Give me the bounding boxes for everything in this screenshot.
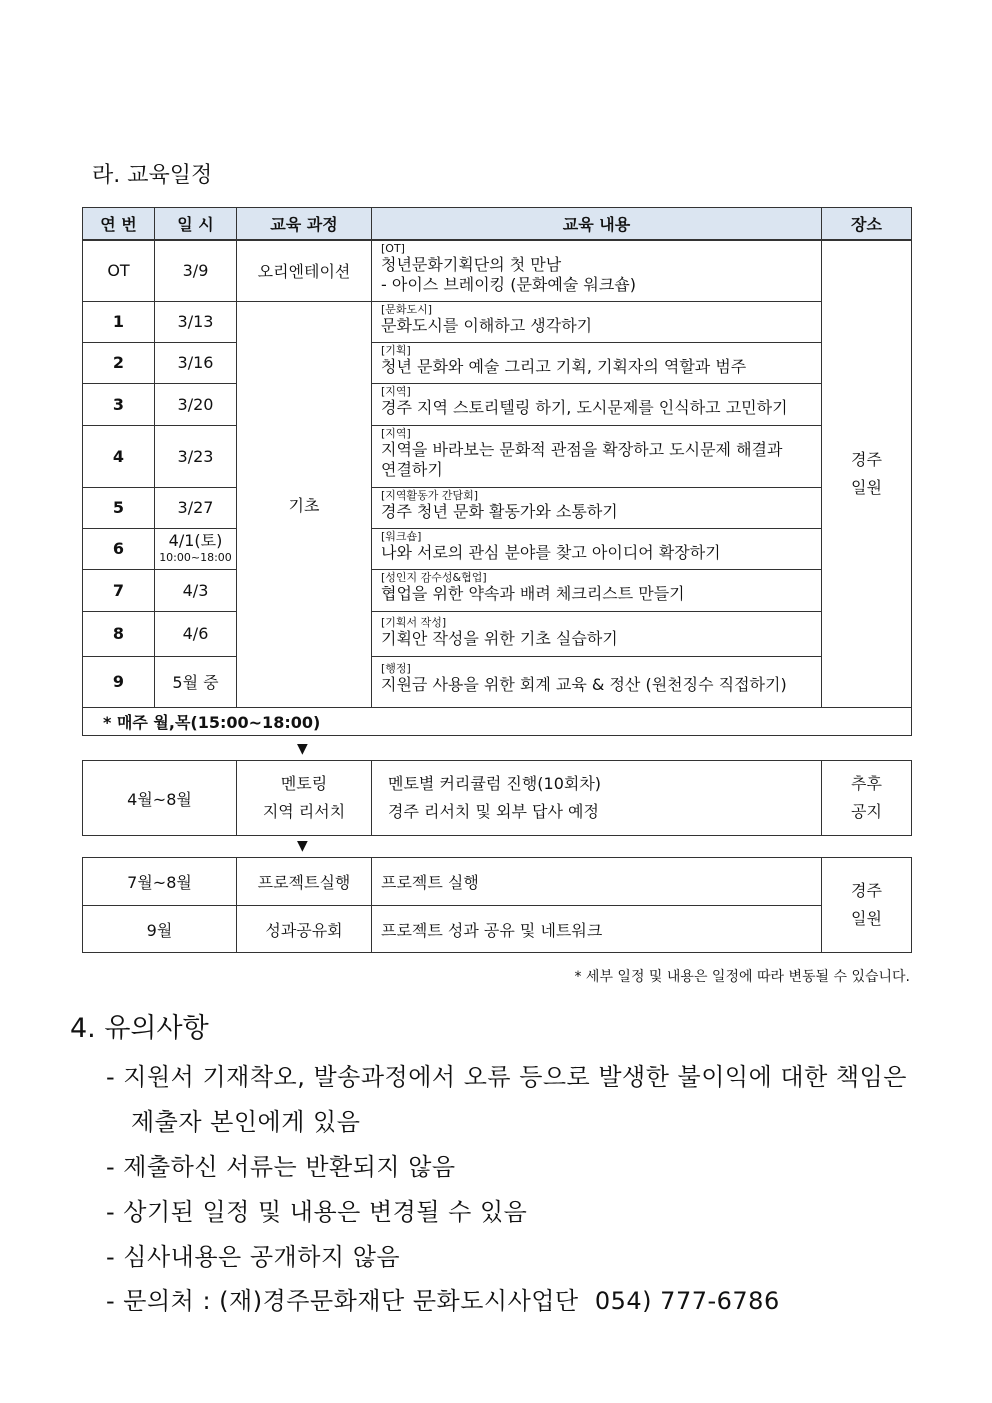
- row-no: 3: [83, 383, 155, 425]
- table-row: [83, 301, 912, 342]
- row-line: 청년 문화와 예술 그리고 기획, 기획자의 역할과 범주: [381, 356, 747, 376]
- row-no: 8: [83, 611, 155, 656]
- row-date-time: 10:00~18:00: [159, 550, 232, 564]
- project-place-line: 경주: [851, 881, 882, 900]
- mentoring-course-line: 멘토링: [280, 774, 328, 793]
- row-no: 4: [83, 425, 155, 487]
- row-tag: [기획서 작성]: [381, 615, 447, 629]
- place-line: 경주: [851, 449, 882, 469]
- table-row: [83, 858, 912, 906]
- row-content: [372, 611, 822, 656]
- place-line: 일원: [851, 477, 882, 497]
- table-row: [83, 487, 912, 528]
- table-row: [83, 425, 912, 487]
- project-date: 9월: [83, 906, 237, 953]
- project-content: 프로젝트 성과 공유 및 네트워크: [372, 906, 822, 953]
- row-date: 3/23: [155, 425, 237, 487]
- header-no: 연 번: [83, 208, 155, 241]
- mentoring-place-line: 추후: [851, 774, 882, 793]
- row-content: [372, 487, 822, 528]
- row-date: [155, 528, 237, 569]
- row-course: 오리엔테이션: [237, 240, 372, 301]
- row-line: 지역을 바라보는 문화적 관점을 확장하고 도시문제 해결과: [381, 439, 783, 459]
- mentoring-content: [372, 761, 822, 836]
- project-course: 프로젝트실행: [237, 858, 372, 906]
- notice-item: - 지원서 기재착오, 발송과정에서 오류 등으로 발생한 불이익에 대한 책임은: [106, 1063, 907, 1091]
- row-tag: [지역]: [381, 384, 411, 398]
- row-tag: [성인지 감수성&협업]: [381, 570, 487, 584]
- row-no: 9: [83, 656, 155, 707]
- table-row: [83, 569, 912, 611]
- row-line: - 아이스 브레이킹 (문화예술 워크숍): [381, 275, 636, 294]
- mentoring-course-line: 지역 리서치: [262, 802, 346, 821]
- row-line: 경주 지역 스토리텔링 하기, 도시문제를 인식하고 고민하기: [381, 397, 788, 417]
- project-table: [82, 857, 912, 953]
- header-content: 교육 내용: [372, 208, 822, 241]
- row-line: 경주 청년 문화 활동가와 소통하기: [381, 501, 618, 521]
- row-content: [372, 569, 822, 611]
- mentoring-course: [237, 761, 372, 836]
- table-row: [83, 528, 912, 569]
- project-place-line: 일원: [851, 909, 882, 928]
- row-tag: [지역]: [381, 426, 411, 440]
- project-date: 7월~8월: [83, 858, 237, 906]
- row-tag: [기획]: [381, 343, 411, 357]
- row-content: [372, 240, 822, 301]
- mentoring-table: [82, 760, 912, 836]
- row-content: [372, 301, 822, 342]
- row-content: [372, 528, 822, 569]
- table-row: [83, 383, 912, 425]
- row-content: [372, 383, 822, 425]
- row-date-main: 4/1(토): [168, 530, 223, 550]
- row-tag: [지역활동가 간담회]: [381, 488, 479, 502]
- row-content: [372, 342, 822, 383]
- place-cell: [822, 240, 912, 707]
- row-date: 4/6: [155, 611, 237, 656]
- row-date: 3/20: [155, 383, 237, 425]
- row-no: 5: [83, 487, 155, 528]
- row-date: 3/13: [155, 301, 237, 342]
- row-no: 7: [83, 569, 155, 611]
- table-row: [83, 656, 912, 707]
- row-tag: [행정]: [381, 661, 411, 675]
- table-header-row: [83, 208, 912, 241]
- row-tag: [문화도시]: [381, 302, 433, 316]
- schedule-table: [82, 207, 912, 736]
- down-arrow-icon: ▼: [297, 741, 308, 757]
- note-row: [83, 707, 912, 735]
- mentoring-place-line: 공지: [851, 802, 882, 821]
- down-arrow-icon: ▼: [297, 838, 308, 854]
- row-no: 1: [83, 301, 155, 342]
- row-content: [372, 656, 822, 707]
- row-line: 협업을 위한 약속과 배려 체크리스트 만들기: [381, 583, 685, 603]
- notice-item: - 제출하신 서류는 반환되지 않음: [106, 1153, 456, 1181]
- row-date: 3/9: [155, 240, 237, 301]
- row-date: 5월 중: [155, 656, 237, 707]
- project-place: [822, 858, 912, 953]
- row-no: 6: [83, 528, 155, 569]
- row-tag: [워크숍]: [381, 529, 422, 543]
- schedule-note: * 매주 월,목(15:00~18:00): [83, 707, 912, 735]
- mentoring-content-line: 경주 리서치 및 외부 답사 예정: [388, 802, 599, 821]
- row-line: 나와 서로의 관심 분야를 찾고 아이디어 확장하기: [381, 542, 721, 562]
- mentoring-content-line: 멘토별 커리큘럼 진행(10회차): [388, 774, 602, 793]
- row-tag: [OT]: [381, 242, 405, 255]
- row-line: 문화도시를 이해하고 생각하기: [381, 315, 593, 335]
- row-no: 2: [83, 342, 155, 383]
- notice-title: 4. 유의사항: [70, 1013, 209, 1044]
- row-date: 4/3: [155, 569, 237, 611]
- row-line: 기획안 작성을 위한 기초 실습하기: [381, 628, 618, 648]
- header-date: 일 시: [155, 208, 237, 241]
- header-place: 장소: [822, 208, 912, 241]
- section-title: 라. 교육일정: [92, 163, 213, 188]
- table-row: [83, 240, 912, 301]
- table-row: [83, 342, 912, 383]
- row-date: 3/27: [155, 487, 237, 528]
- footnote: * 세부 일정 및 내용은 일정에 따라 변동될 수 있습니다.: [574, 969, 910, 985]
- mentoring-date: 4월~8월: [83, 761, 237, 836]
- table-row: [83, 761, 912, 836]
- table-row: [83, 611, 912, 656]
- row-line: 연결하기: [381, 459, 443, 479]
- row-line: 지원금 사용을 위한 회계 교육 & 정산 (원천징수 직접하기): [381, 674, 787, 694]
- notice-item: - 상기된 일정 및 내용은 변경될 수 있음: [106, 1198, 528, 1226]
- notice-item: - 심사내용은 공개하지 않음: [106, 1243, 401, 1271]
- header-course: 교육 과정: [237, 208, 372, 241]
- row-no: OT: [83, 240, 155, 301]
- row-date: 3/16: [155, 342, 237, 383]
- row-line: 청년문화기획단의 첫 만남: [381, 255, 562, 274]
- project-course: 성과공유회: [237, 906, 372, 953]
- project-content: 프로젝트 실행: [372, 858, 822, 906]
- basic-course-cell: 기초: [237, 301, 372, 707]
- notice-item: - 문의처 : (재)경주문화재단 문화도시사업단 054) 777-6786: [106, 1287, 780, 1315]
- table-row: [83, 906, 912, 953]
- row-content: [372, 425, 822, 487]
- mentoring-place: [822, 761, 912, 836]
- notice-item: 제출자 본인에게 있음: [131, 1108, 361, 1136]
